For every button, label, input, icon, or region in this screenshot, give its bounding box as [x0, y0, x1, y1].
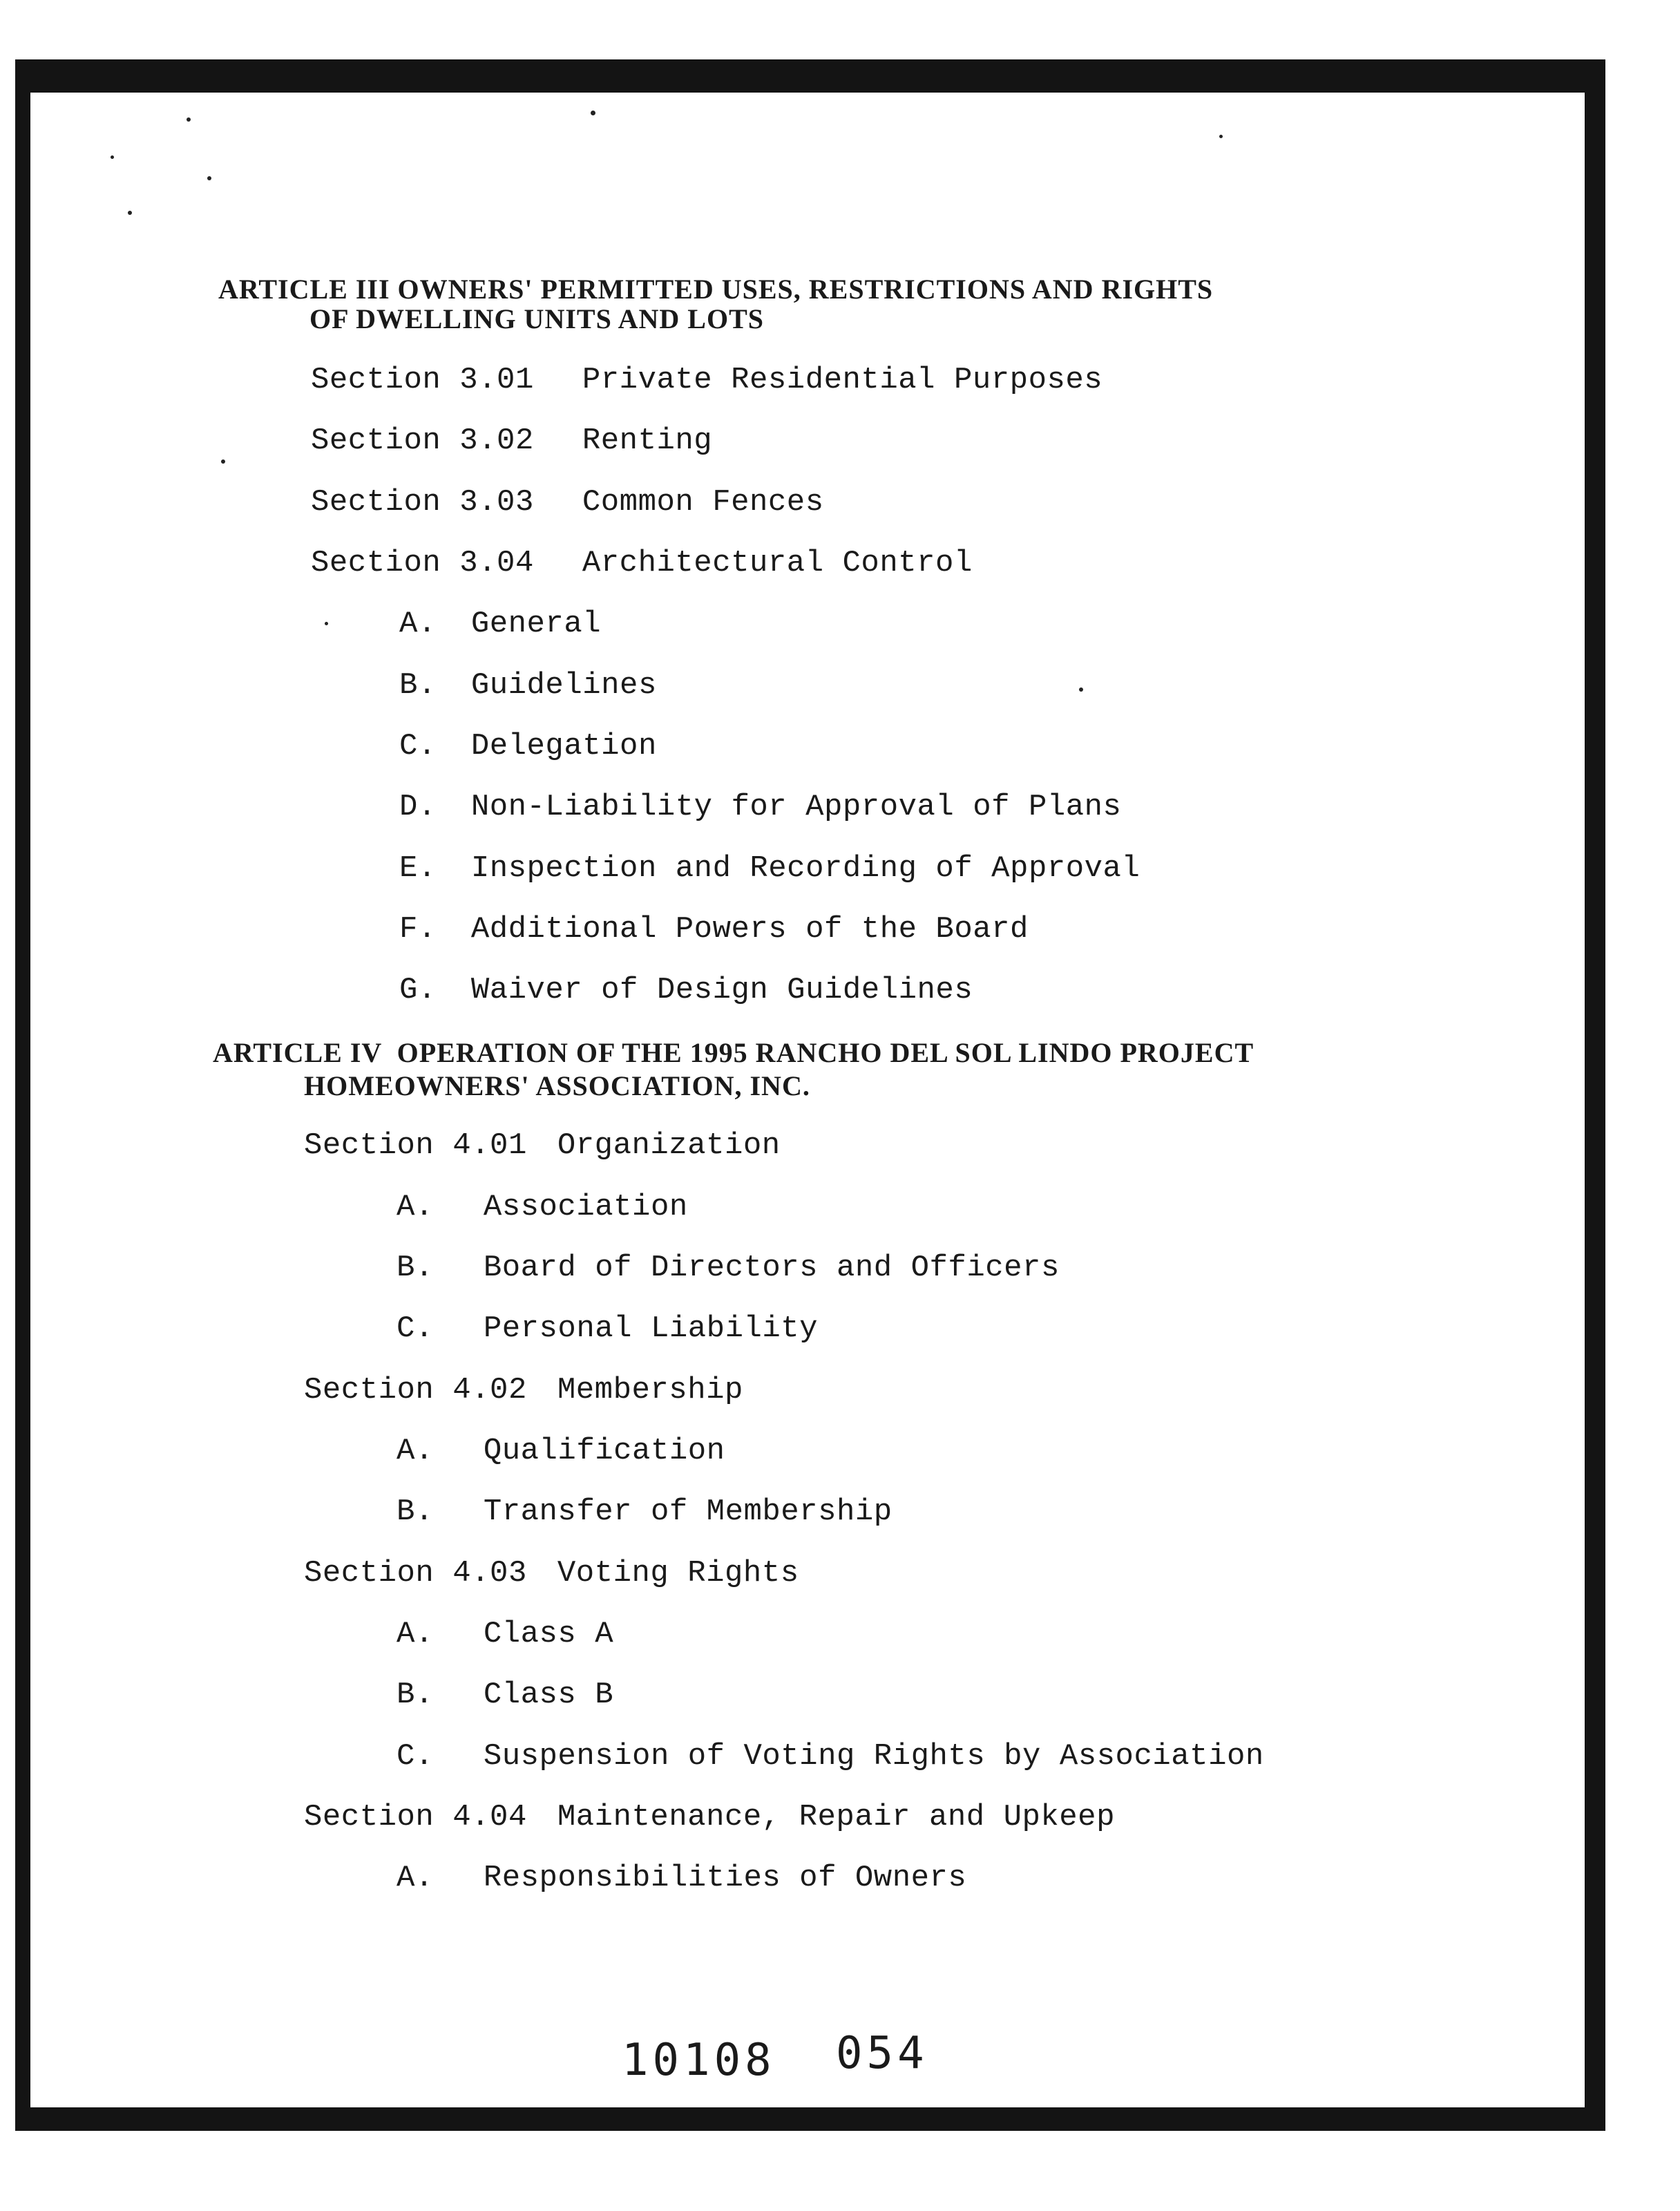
item-4-01-a: A. Association [397, 1190, 688, 1224]
item-3-04-g: G. Waiver of Design Guidelines [399, 973, 973, 1007]
scan-speck [128, 211, 132, 215]
scan-speck [111, 155, 114, 159]
article-iii-heading-line2: OF DWELLING UNITS AND LOTS [309, 303, 764, 334]
scan-speck [591, 111, 595, 115]
item-4-03-c: C. Suspension of Voting Rights by Association [397, 1739, 1264, 1774]
section-4-01: Section 4.01 Organization [304, 1128, 781, 1163]
article-iv-heading-line2: HOMEOWNERS' ASSOCIATION, INC. [304, 1070, 810, 1101]
item-3-04-e: E. Inspection and Recording of Approval [399, 851, 1140, 886]
scan-speck [1079, 687, 1083, 692]
section-4-04: Section 4.04 Maintenance, Repair and Upkeep [304, 1800, 1115, 1834]
item-4-03-b: B. Class B [397, 1678, 614, 1712]
section-3-04: Section 3.04 Architectural Control [311, 546, 973, 580]
section-3-03: Section 3.03 Common Fences [311, 485, 824, 520]
section-4-02: Section 4.02 Membership [304, 1373, 743, 1407]
item-4-04-a: A. Responsibilities of Owners [397, 1861, 967, 1895]
item-3-04-c: C. Delegation [399, 729, 657, 763]
section-4-03: Section 4.03 Voting Rights [304, 1556, 799, 1591]
item-3-04-b: B. Guidelines [399, 668, 657, 703]
item-3-04-a: A. General [399, 607, 602, 641]
article-iii-heading-line1: ARTICLE III OWNERS' PERMITTED USES, RESTRICTIONS AND RIGHTS [218, 274, 1214, 305]
article-iv-heading-line1: ARTICLE IV OPERATION OF THE 1995 RANCHO DEL SOL LINDO PROJECT [213, 1037, 1254, 1068]
item-3-04-f: F. Additional Powers of the Board [399, 912, 1029, 947]
item-4-02-b: B. Transfer of Membership [397, 1494, 892, 1529]
book-number: 10108 [622, 2035, 776, 2086]
scan-speck [325, 622, 328, 625]
item-4-03-a: A. Class A [397, 1617, 614, 1651]
item-4-02-a: A. Qualification [397, 1434, 725, 1468]
scan-speck [221, 459, 225, 464]
item-4-01-c: C. Personal Liability [397, 1311, 819, 1346]
section-3-02: Section 3.02 Renting [311, 424, 713, 458]
item-3-04-d: D. Non-Liability for Approval of Plans [399, 790, 1122, 824]
scan-speck [1219, 135, 1223, 138]
scan-speck [187, 117, 191, 122]
item-4-01-b: B. Board of Directors and Officers [397, 1251, 1060, 1285]
page-number: 054 [836, 2028, 928, 2079]
section-3-01: Section 3.01 Private Residential Purposes [311, 363, 1103, 397]
scan-speck [207, 176, 211, 180]
